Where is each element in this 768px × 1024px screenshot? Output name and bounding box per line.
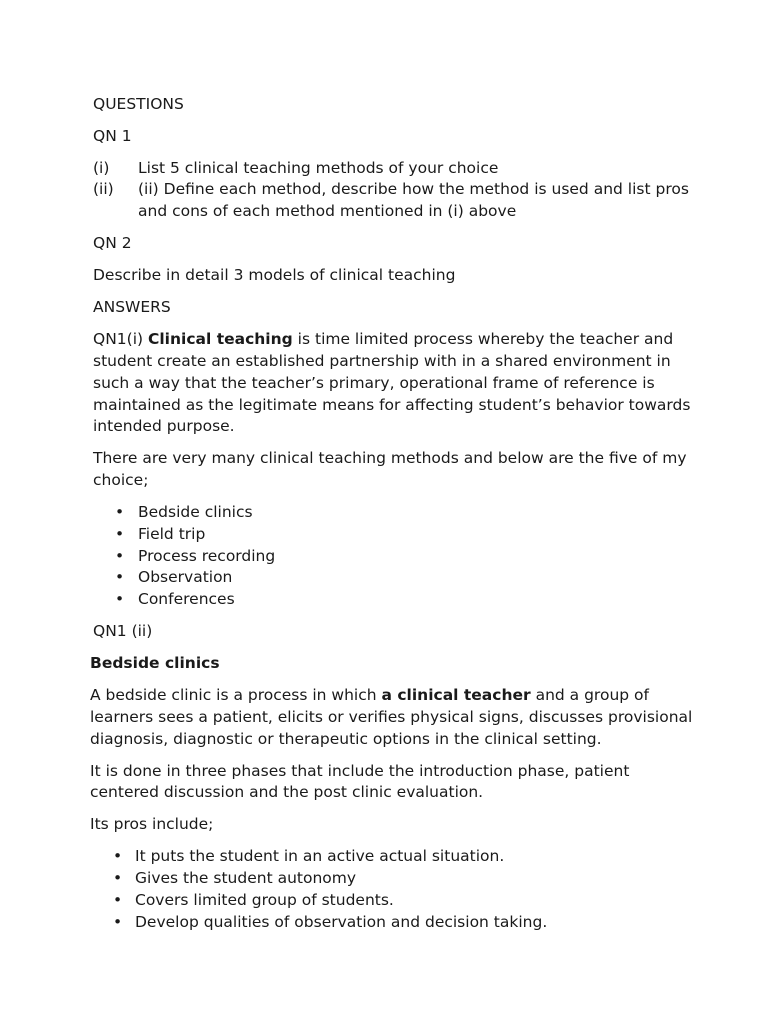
method-list-item: Bedside clinics (138, 503, 253, 521)
method-list-item: Conferences (138, 590, 235, 608)
methods-intro-line: There are very many clinical teaching methods and below are the five of my (93, 449, 687, 467)
bullet: • (115, 590, 125, 608)
qn1-item-text: (ii) Define each method, describe how the method is used and list pros (138, 180, 689, 198)
bedside-definition-line: learners sees a patient, elicits or verifies physical signs, discusses provisional (90, 708, 693, 726)
pros-list-item: Covers limited group of students. (135, 891, 394, 909)
bullet: • (115, 503, 125, 521)
answers-heading: ANSWERS (93, 298, 171, 316)
pros-list-item: Develop qualities of observation and decision taking. (135, 913, 548, 931)
bullet: • (115, 547, 125, 565)
qn1-item-text: List 5 clinical teaching methods of your choice (138, 159, 499, 177)
answer-paragraph-line: student create an established partnership with in a shared environment in (93, 352, 671, 370)
pros-intro: Its pros include; (90, 815, 214, 833)
answer-paragraph-line: intended purpose. (93, 417, 235, 435)
pros-list-item: It puts the student in an active actual situation. (135, 847, 505, 865)
qn2-label: QN 2 (93, 234, 132, 252)
bullet: • (113, 891, 123, 909)
qn1-label: QN 1 (93, 127, 132, 145)
qn1ii-label: QN1 (ii) (93, 622, 153, 640)
bullet: • (113, 869, 123, 887)
bullet: • (115, 568, 125, 586)
clinical-teacher-term: a clinical teacher (381, 686, 531, 704)
bullet: • (113, 847, 123, 865)
clinical-teaching-term: Clinical teaching (147, 330, 293, 348)
bullet: • (113, 913, 123, 931)
method-list-item: Observation (138, 568, 233, 586)
qn1-item-number: (ii) (93, 180, 114, 198)
phases-line: centered discussion and the post clinic evaluation. (90, 783, 484, 801)
method-list-item: Process recording (138, 547, 276, 565)
answer-paragraph-line: maintained as the legitimate means for affecting student’s behavior towards (93, 396, 691, 414)
qn2-text: Describe in detail 3 models of clinical teaching (93, 266, 456, 284)
methods-intro-line: choice; (93, 471, 149, 489)
questions-heading: QUESTIONS (93, 95, 184, 113)
phases-line: It is done in three phases that include the introduction phase, patient (90, 762, 630, 780)
method-list-item: Field trip (138, 525, 206, 543)
bedside-definition-line: A bedside clinic is a process in which a clinical teacher and a group of (90, 686, 649, 704)
qn1-item-number: (i) (93, 159, 110, 177)
bullet: • (115, 525, 125, 543)
qn1-item-text: and cons of each method mentioned in (i) above (138, 202, 517, 220)
answer-paragraph-line: such a way that the teacher’s primary, operational frame of reference is (93, 374, 655, 392)
pros-list-item: Gives the student autonomy (135, 869, 357, 887)
answer-paragraph-line: QN1(i) Clinical teaching is time limited process whereby the teacher and (93, 330, 674, 348)
bedside-clinics-heading: Bedside clinics (90, 654, 220, 672)
bedside-definition-line: diagnosis, diagnostic or therapeutic options in the clinical setting. (90, 730, 602, 748)
